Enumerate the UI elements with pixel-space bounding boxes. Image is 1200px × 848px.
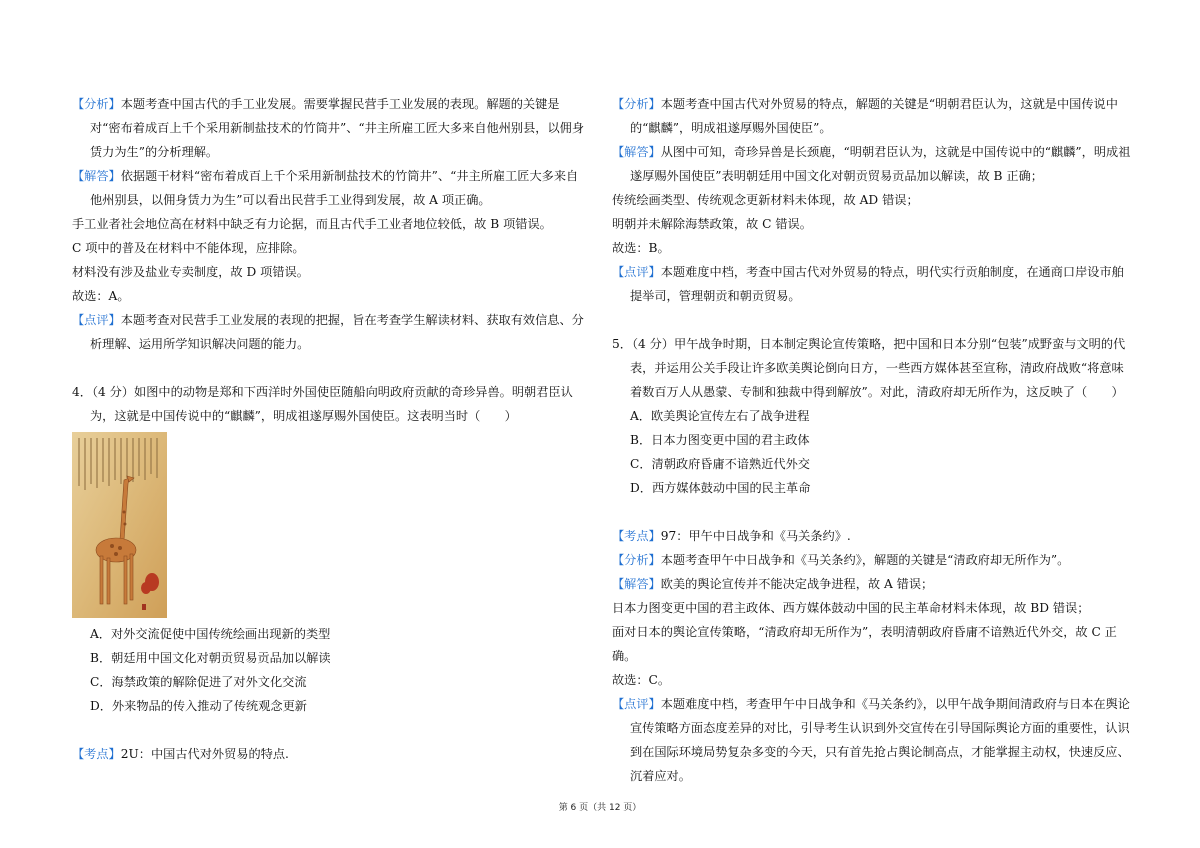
q4-option-c: C．海禁政策的解除促进了对外文化交流 xyxy=(90,675,307,689)
right-column xyxy=(612,92,1132,788)
q4-choice: 故选：B。 xyxy=(612,241,670,255)
q3-line: 手工业者社会地位高在材料中缺乏有力论据，而且古代手工业者地位较低，故 B 项错误。 xyxy=(72,217,552,231)
q5-line: 日本力图变更中国的君主政体、西方媒体鼓动中国的民主革命材料未体现，故 BD 错误； xyxy=(612,601,1090,615)
q4-line: 明朝并未解除海禁政策，故 C 错误。 xyxy=(612,217,812,231)
q3-choice: 故选：A。 xyxy=(72,289,130,303)
q3-line: C 项中的普及在材料中不能体现，应排除。 xyxy=(72,241,305,255)
q4-answer: 【解答】从图中可知，奇珍异兽是长颈鹿，“明朝君臣认为，这就是中国传说中的“麒麟”，明成祖遂厚赐外国使臣”表明朝廷用中国文化对朝贡贸易贡品加以解读，故 B 正确； xyxy=(612,145,1131,183)
q5-option-c: C．清朝政府昏庸不谙熟近代外交 xyxy=(630,457,810,471)
q3-line: 材料没有涉及盐业专卖制度，故 D 项错误。 xyxy=(72,265,309,279)
q4-line: 传统绘画类型、传统观念更新材料未体现，故 AD 错误； xyxy=(612,193,919,207)
q5-analysis: 【分析】本题考查甲午中日战争和《马关条约》，解题的关键是“清政府却无所作为”。 xyxy=(612,553,1070,567)
q5-answer: 【解答】欧美的舆论宣传并不能决定战争进程，故 A 错误； xyxy=(612,577,934,591)
q5-stem: 5．（4 分）甲午战争时期，日本制定舆论宣传策略，把中国和日本分别“包装”成野蛮与文明的代表，并运用公关手段让许多欧美舆论倒向日方，一些西方媒体甚至宣称，清政府战败“将意味着数百万人从愚蒙、专制和独裁中得到解放”。对此，清政府却无所作为，这反映了（ ） xyxy=(612,337,1126,399)
q5-comment: 【点评】本题难度中档，考查甲午中日战争和《马关条约》，以甲午战争期间清政府与日本在舆论宣传策略方面态度差异的对比，引导考生认识到外交宣传在引导国际舆论方面的重要性，认识到在国际环境局势复杂多变的今天，只有首先抢占舆论制高点，才能掌握主动权，快速反应、沉着应对。 xyxy=(612,697,1130,783)
analysis-tag: 【分析】 xyxy=(612,553,661,567)
q3-analysis: 【分析】本题考查中国古代的手工业发展。需要掌握民营手工业发展的表现。解题的关键是对“密布着成百上千个采用新制盐技术的竹筒井”、“井主所雇工匠大多来自他州别县，以佣身赁力为生”的分析理解。 xyxy=(72,97,585,159)
q4-analysis: 【分析】本题考查中国古代对外贸易的特点，解题的关键是“明朝君臣认为，这就是中国传说中的“麒麟”，明成祖遂厚赐外国使臣”。 xyxy=(612,97,1118,135)
point-tag: 【考点】 xyxy=(72,747,121,761)
comment-tag: 【点评】 xyxy=(72,313,121,327)
page-footer: 第 6 页（共 12 页） xyxy=(558,803,642,813)
analysis-tag: 【分析】 xyxy=(612,97,661,111)
qilin-giraffe-painting xyxy=(72,432,167,618)
analysis-tag: 【分析】 xyxy=(72,97,121,111)
q4-comment: 【点评】本题难度中档，考查中国古代对外贸易的特点，明代实行贡舶制度，在通商口岸设市舶提举司，管理朝贡和朝贡贸易。 xyxy=(612,265,1124,303)
q3-comment: 【点评】本题考查对民营手工业发展的表现的把握，旨在考查学生解读材料、获取有效信息、分析理解、运用所学知识解决问题的能力。 xyxy=(72,313,584,351)
left-column xyxy=(72,92,590,766)
q4-option-a: A．对外交流促使中国传统绘画出现新的类型 xyxy=(90,627,331,641)
q5-choice: 故选：C。 xyxy=(612,673,671,687)
q3-answer: 【解答】依据题干材料“密布着成百上千个采用新制盐技术的竹筒井”、“井主所雇工匠大多来自他州别县，以佣身赁力为生”可以看出民营手工业得到发展，故 A 项正确。 xyxy=(72,169,579,207)
q4-option-d: D．外来物品的传入推动了传统观念更新 xyxy=(90,699,307,713)
point-tag: 【考点】 xyxy=(612,529,661,543)
comment-tag: 【点评】 xyxy=(612,265,661,279)
q4-option-b: B．朝廷用中国文化对朝贡贸易贡品加以解读 xyxy=(90,651,331,665)
q5-point: 【考点】97：甲午中日战争和《马关条约》. xyxy=(612,529,851,543)
answer-tag: 【解答】 xyxy=(612,577,661,591)
answer-tag: 【解答】 xyxy=(72,169,121,183)
q5-option-a: A．欧美舆论宣传左右了战争进程 xyxy=(630,409,810,423)
q5-line: 面对日本的舆论宣传策略，“清政府却无所作为”，表明清朝政府昏庸不谙熟近代外交，故 C 正确。 xyxy=(612,625,1117,663)
q5-option-b: B．日本力图变更中国的君主政体 xyxy=(630,433,810,447)
q4-stem: 4．（4 分）如图中的动物是郑和下西洋时外国使臣随船向明政府贡献的奇珍异兽。明朝君臣认为，这就是中国传说中的“麒麟”，明成祖遂厚赐外国使臣。这表明当时（ ） xyxy=(72,385,573,423)
answer-tag: 【解答】 xyxy=(612,145,661,159)
comment-tag: 【点评】 xyxy=(612,697,661,711)
q4-point: 【考点】2U：中国古代对外贸易的特点. xyxy=(72,747,289,761)
q5-option-d: D．西方媒体鼓动中国的民主革命 xyxy=(630,481,811,495)
